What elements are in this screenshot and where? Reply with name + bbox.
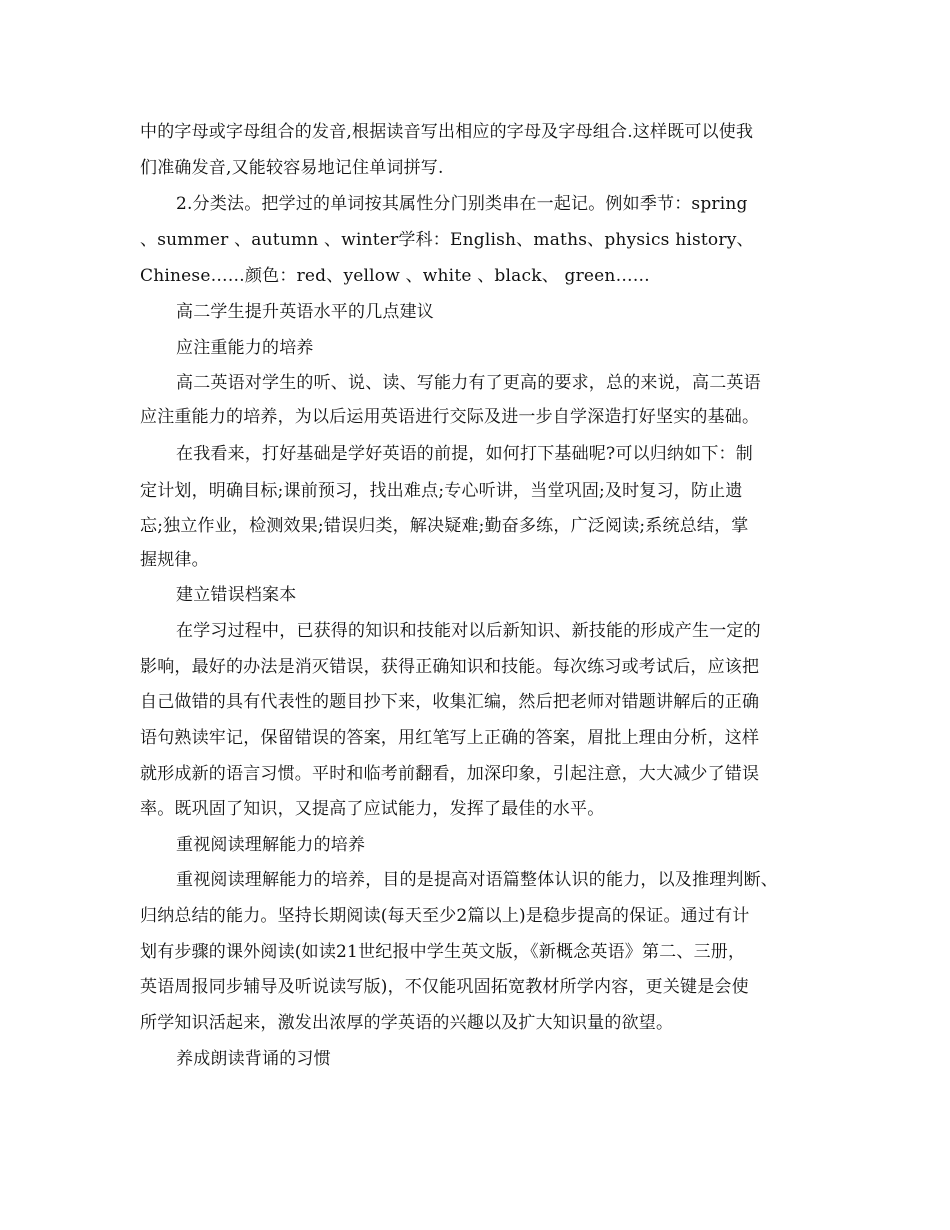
text-line: 在学习过程中，已获得的知识和技能对以后新知识、新技能的形成产生一定的 [176,621,761,641]
text-line: 忘;独立作业，检测效果;错误归类，解决疑难;勤奋多练，广泛阅读;系统总结，掌 [140,516,749,536]
text-line: 重视阅读理解能力的培养，目的是提高对语篇整体认识的能力，以及推理判断、 [176,870,778,890]
text-line: 、summer 、autumn 、winter学科：English、maths、physics history、 [140,230,754,250]
section-heading: 应注重能力的培养 [176,338,314,358]
text-line: 所学知识活起来，激发出浓厚的学英语的兴趣以及扩大知识量的欲望。 [140,1013,674,1033]
text-line: 定计划，明确目标;课前预习，找出难点;专心听讲，当堂巩固;及时复习，防止遗 [140,481,743,501]
section-heading: 高二学生提升英语水平的几点建议 [176,302,434,322]
text-line: 语句熟读牢记，保留错误的答案，用红笔写上正确的答案，眉批上理由分析，这样 [140,728,760,748]
text-line: 高二英语对学生的听、说、读、写能力有了更高的要求，总的来说，高二英语 [176,373,761,393]
text-line: 英语周报同步辅导及听说读写版)，不仅能巩固拓宽教材所学内容，更关键是会使 [140,977,749,997]
text-line: 影响，最好的办法是消灭错误，获得正确知识和技能。每次练习或考试后，应该把 [140,657,760,677]
text-line: 就形成新的语言习惯。平时和临考前翻看，加深印象，引起注意，大大减少了错误 [140,764,760,784]
text-line: 率。既巩固了知识，又提高了应试能力，发挥了最佳的水平。 [140,799,605,819]
text-line: 在我看来，打好基础是学好英语的前提，如何打下基础呢?可以归纳如下：制 [176,444,753,464]
section-heading: 重视阅读理解能力的培养 [176,835,366,855]
text-line: 归纳总结的能力。坚持长期阅读(每天至少2篇以上)是稳步提高的保证。通过有计 [140,906,750,926]
text-line: 握规律。 [140,550,209,570]
section-heading: 养成朗读背诵的习惯 [176,1049,331,1069]
text-line: 中的字母或字母组合的发音,根据读音写出相应的字母及字母组合.这样既可以使我 [140,122,754,142]
text-line: Chinese……颜色：red、yellow 、white 、black、 green…… [140,266,650,286]
text-line: 2.分类法。把学过的单词按其属性分门别类串在一起记。例如季节：spring [176,194,748,214]
text-line: 自己做错的具有代表性的题目抄下来，收集汇编，然后把老师对错题讲解后的正确 [140,692,760,712]
section-heading: 建立错误档案本 [176,585,297,605]
text-line: 划有步骤的课外阅读(如读21世纪报中学生英文版，《新概念英语》第二、三册， [140,942,746,962]
text-line: 应注重能力的培养，为以后运用英语进行交际及进一步自学深造打好坚实的基础。 [140,407,760,427]
text-line: 们准确发音,又能较容易地记住单词拼写. [140,158,444,178]
